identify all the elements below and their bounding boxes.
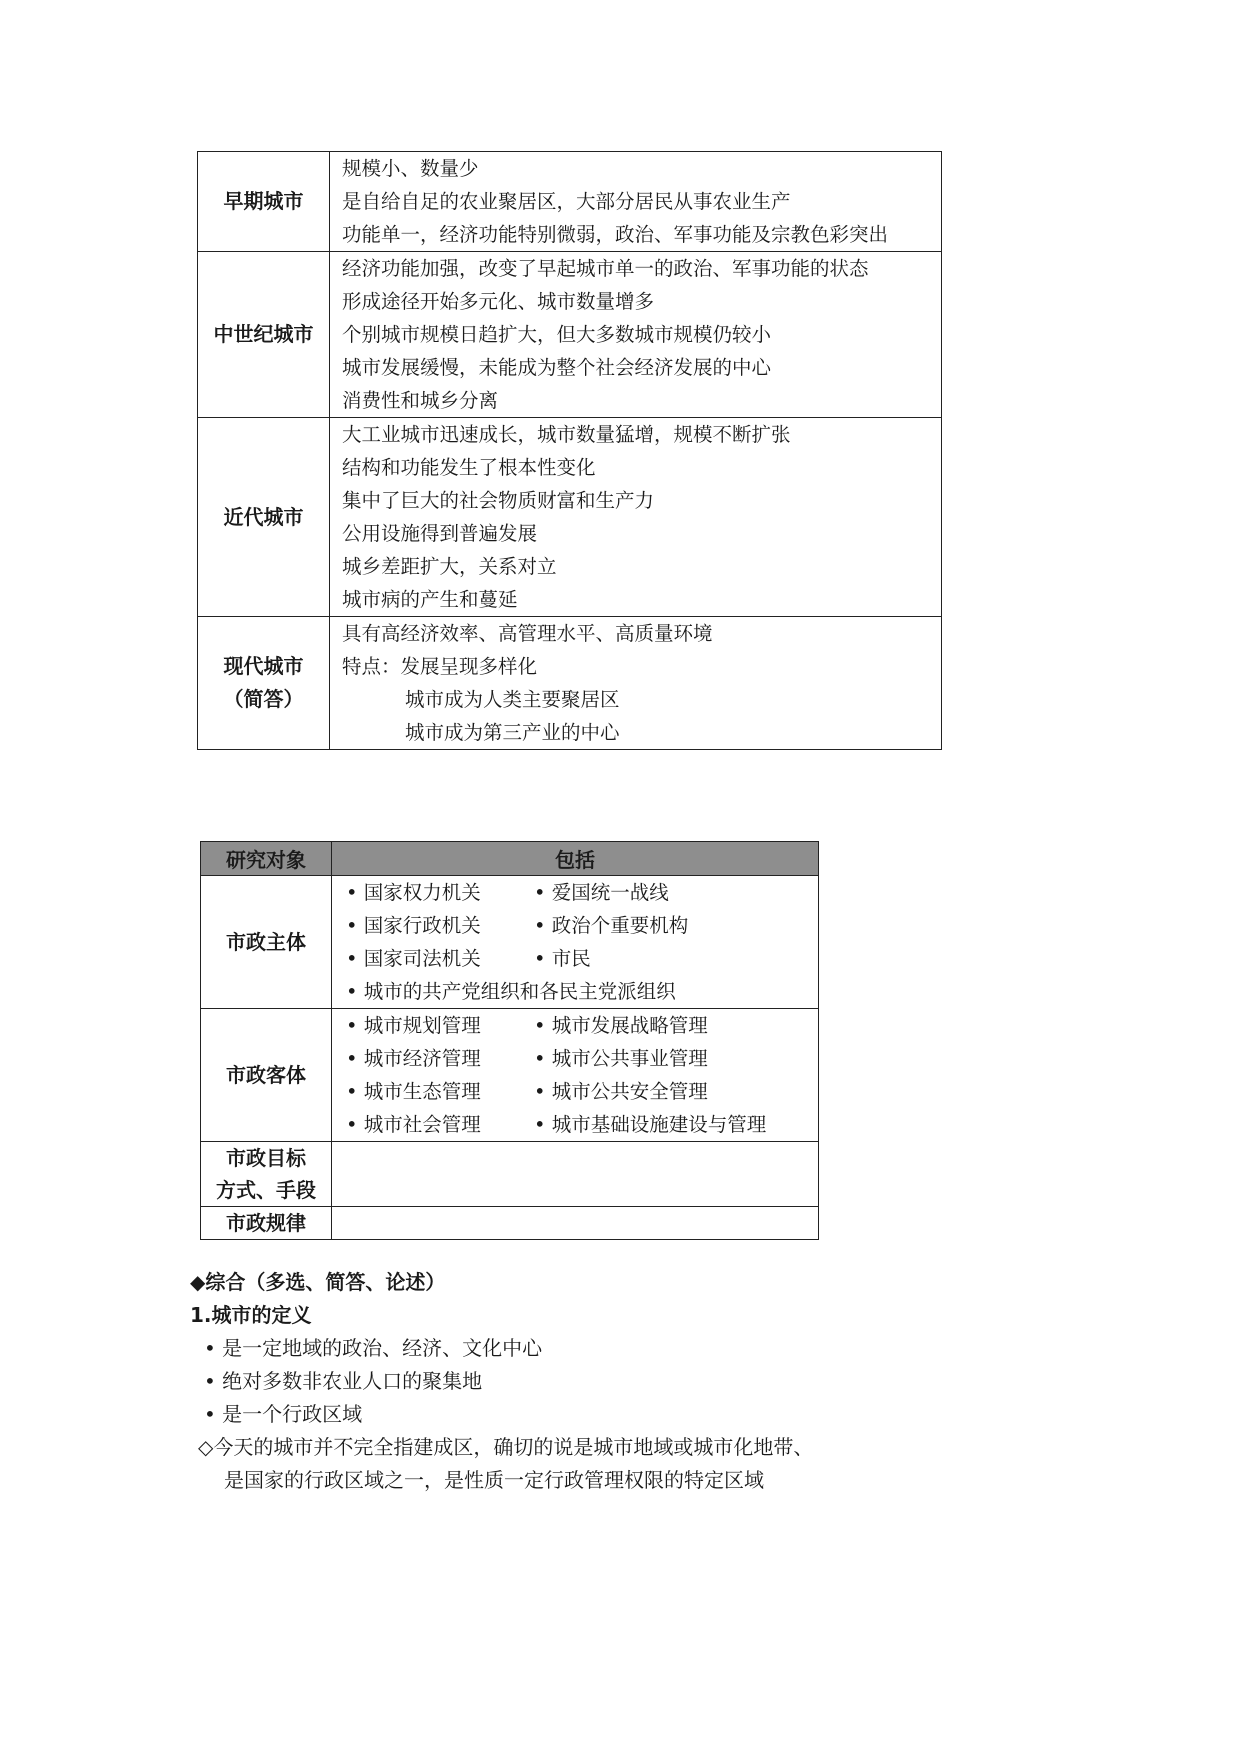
section-heading: ◆综合（多选、简答、论述） (190, 1270, 446, 1294)
table-header-row (201, 842, 819, 876)
row-content (332, 1009, 819, 1142)
list-item: • 城市社会管理 (346, 1113, 481, 1136)
row-label (198, 152, 330, 252)
list-item: • 政治个重要机构 (534, 914, 689, 937)
table-row (198, 152, 942, 252)
list-item: • 市民 (534, 947, 591, 970)
header-research-object: 研究对象 (201, 842, 332, 876)
label-line: 市政规律 (226, 1211, 306, 1235)
list-item: • 国家司法机关 (346, 947, 481, 970)
table-row (198, 252, 942, 418)
label-line: （简答） (223, 687, 304, 711)
content-line: 具有高经济效率、高管理水平、高质量环境 (342, 622, 713, 645)
label-line: 早期城市 (223, 189, 304, 213)
row-label (198, 617, 330, 750)
row-content (330, 617, 942, 750)
row-label (201, 876, 332, 1009)
content-line: 消费性和城乡分离 (342, 389, 499, 412)
row-label (201, 1142, 332, 1207)
label-line: 近代城市 (223, 504, 304, 529)
header-includes: 包括 (332, 842, 819, 876)
row-label (201, 1009, 332, 1142)
label-line: 市政客体 (226, 1063, 306, 1087)
table-row (201, 876, 819, 1009)
row-content (332, 876, 819, 1009)
content-line: 城市发展缓慢，未能成为整个社会经济发展的中心 (342, 356, 772, 379)
list-item: • 城市规划管理 (346, 1014, 481, 1037)
content-line: 大工业城市迅速成长，城市数量猛增，规模不断扩张 (342, 423, 791, 446)
label-line: 市政主体 (226, 930, 306, 954)
section-subheading: 1.城市的定义 (190, 1303, 312, 1327)
content-line: 公用设施得到普遍发展 (342, 522, 538, 545)
city-stages-table (197, 151, 942, 750)
research-objects-table (200, 841, 819, 1240)
content-line: 功能单一，经济功能特别微弱，政治、军事功能及宗教色彩突出 (342, 223, 889, 246)
content-line: 城乡差距扩大，关系对立 (342, 555, 557, 578)
table-row (198, 418, 942, 617)
bullet-item: • 绝对多数非农业人口的聚集地 (204, 1369, 483, 1393)
row-content (330, 152, 942, 252)
list-item: • 城市生态管理 (346, 1080, 481, 1103)
row-label (198, 252, 330, 418)
row-label (201, 1207, 332, 1240)
bullet-item: • 是一定地域的政治、经济、文化中心 (204, 1336, 543, 1360)
label-line: 现代城市 (223, 654, 304, 678)
list-item: • 城市公共安全管理 (534, 1080, 708, 1103)
content-line: 个别城市规模日趋扩大，但大多数城市规模仍较小 (342, 323, 772, 346)
note-line: ◇今天的城市并不完全指建成区，确切的说是城市地域或城市化地带、 (198, 1435, 814, 1459)
table-row (198, 617, 942, 750)
definition-section (190, 1266, 813, 1497)
row-content (330, 418, 942, 617)
content-line: 集中了巨大的社会物质财富和生产力 (342, 489, 655, 512)
content-line: 城市病的产生和蔓延 (342, 588, 518, 611)
content-line: 是自给自足的农业聚居区，大部分居民从事农业生产 (342, 190, 791, 213)
list-item: • 国家权力机关 (346, 881, 481, 904)
table-row (201, 1207, 819, 1240)
table-row (201, 1009, 819, 1142)
list-item: • 城市经济管理 (346, 1047, 481, 1070)
content-line: 形成途径开始多元化、城市数量增多 (342, 290, 655, 313)
list-item: • 城市公共事业管理 (534, 1047, 708, 1070)
list-item: • 国家行政机关 (346, 914, 481, 937)
list-item: • 城市的共产党组织和各民主党派组织 (346, 980, 676, 1003)
row-content-empty (332, 1142, 819, 1207)
label-line: 中世纪城市 (213, 322, 314, 346)
content-line: 城市成为第三产业的中心 (405, 721, 620, 744)
content-line: 经济功能加强，改变了早起城市单一的政治、军事功能的状态 (342, 257, 869, 280)
row-content (330, 252, 942, 418)
note-line: 是国家的行政区域之一，是性质一定行政管理权限的特定区域 (224, 1468, 764, 1492)
table-row (201, 1142, 819, 1207)
bullet-item: • 是一个行政区域 (204, 1402, 363, 1426)
list-item: • 城市发展战略管理 (534, 1014, 708, 1037)
content-line: 规模小、数量少 (342, 157, 479, 180)
list-item: • 爱国统一战线 (534, 881, 669, 904)
label-line: 市政目标 (226, 1146, 306, 1170)
content-line: 结构和功能发生了根本性变化 (342, 456, 596, 479)
row-content-empty (332, 1207, 819, 1240)
content-line: 特点：发展呈现多样化 (342, 655, 538, 678)
row-label (198, 418, 330, 617)
label-line: 方式、手段 (216, 1178, 316, 1202)
content-line: 城市成为人类主要聚居区 (405, 688, 620, 711)
list-item: • 城市基础设施建设与管理 (534, 1113, 767, 1136)
